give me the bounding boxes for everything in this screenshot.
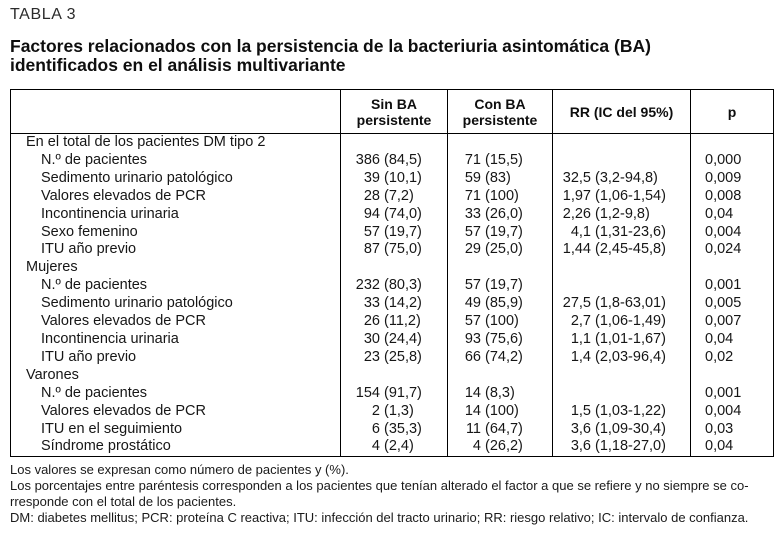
cell-p: 0,03	[705, 420, 734, 437]
cell-percent: (85,9)	[485, 295, 523, 312]
header-con-ba	[448, 90, 553, 134]
cell-number: 11	[465, 420, 481, 437]
cell-number: 33	[363, 295, 380, 312]
cell-number: 4,1	[570, 223, 591, 240]
row-label: ITU año previo	[11, 241, 341, 259]
header-con-ba-line2: persistente	[462, 111, 538, 128]
cell-rr	[553, 206, 691, 224]
cell-percent: (24,4)	[384, 330, 422, 347]
cell-percent: (75,0)	[384, 241, 422, 258]
cell-percent: (91,7)	[384, 384, 422, 401]
table-row	[11, 313, 774, 331]
cell-number: 93	[464, 330, 481, 347]
table-row	[11, 152, 774, 170]
cell-sin	[341, 295, 448, 313]
cell-percent: (1,09-30,4)	[595, 420, 666, 437]
cell-number: 59	[464, 169, 481, 186]
footnote-line: Los porcentajes entre paréntesis corresponden a los pacientes que tenían alterado el factor a que se refiere y no siempre se co-	[10, 478, 749, 494]
cell-number: 386	[355, 151, 380, 168]
cell-p: 0,04	[705, 438, 734, 455]
cell-percent: (11,2)	[384, 313, 421, 330]
header-row	[11, 90, 774, 134]
cell-p: 0,04	[705, 330, 734, 347]
row-label: Mujeres	[11, 259, 341, 277]
cell-number: 1,5	[570, 402, 591, 419]
cell-number: 94	[363, 205, 380, 222]
cell-sin	[341, 331, 448, 349]
cell-percent: (19,7)	[485, 277, 523, 294]
cell-percent: (2,4)	[384, 438, 414, 455]
cell-number: 4	[371, 438, 380, 455]
cell-number: 14	[464, 384, 481, 401]
cell-rr	[553, 259, 691, 277]
cell-percent: (74,2)	[485, 348, 523, 365]
table-header	[11, 90, 774, 134]
cell-con	[448, 241, 553, 259]
cell-p: 0,04	[705, 205, 734, 222]
cell-rr	[553, 331, 691, 349]
table-label: TABLA 3	[10, 6, 77, 23]
cell-rr	[553, 224, 691, 242]
table-row	[11, 224, 774, 242]
cell-number: 39	[363, 169, 380, 186]
cell-number: 27,5	[562, 295, 591, 312]
cell-sin	[341, 241, 448, 259]
cell-p: 0,001	[705, 277, 742, 294]
cell-con	[448, 170, 553, 188]
cell-p: 0,004	[705, 402, 742, 419]
cell-number: 4	[472, 438, 481, 455]
table-row	[11, 385, 774, 403]
row-label: Varones	[11, 367, 341, 385]
table-row	[11, 403, 774, 421]
cell-sin	[341, 188, 448, 206]
cell-con	[448, 313, 553, 331]
header-sin-ba-line2: persistente	[356, 111, 432, 128]
cell-percent: (1,06-1,54)	[595, 187, 666, 204]
cell-percent: (75,6)	[485, 330, 523, 347]
cell-con	[448, 224, 553, 242]
table-title-line: Factores relacionados con la persistencia de la bacteriuria asintomática (BA)	[10, 36, 651, 56]
cell-sin	[341, 403, 448, 421]
cell-number: 71	[464, 151, 481, 168]
footnote-line: DM: diabetes mellitus; PCR: proteína C reactiva; ITU: infección del tracto urinario; RR: riesgo relativo; IC: intervalo de confianza.	[10, 510, 749, 526]
cell-con	[448, 385, 553, 403]
cell-sin	[341, 421, 448, 439]
cell-rr	[553, 313, 691, 331]
cell-rr	[553, 349, 691, 367]
table-body	[11, 134, 774, 457]
cell-number: 87	[363, 241, 380, 258]
cell-percent: (1,31-23,6)	[595, 223, 666, 240]
cell-number: 14	[464, 402, 481, 419]
cell-number: 28	[363, 187, 380, 204]
cell-rr	[553, 241, 691, 259]
cell-con	[448, 403, 553, 421]
table-row	[11, 259, 774, 277]
cell-number: 1,4	[570, 348, 591, 365]
cell-p: 0,02	[705, 348, 734, 365]
cell-percent: (100)	[485, 187, 519, 204]
cell-percent: (26,0)	[485, 205, 523, 222]
cell-number: 6	[371, 420, 380, 437]
row-label: N.º de pacientes	[11, 277, 341, 295]
row-label: Valores elevados de PCR	[11, 188, 341, 206]
cell-p: 0,024	[705, 241, 742, 258]
cell-percent: (26,2)	[485, 438, 523, 455]
cell-con	[448, 277, 553, 295]
cell-rr	[553, 152, 691, 170]
cell-con	[448, 188, 553, 206]
cell-sin	[341, 385, 448, 403]
header-factor	[11, 90, 341, 134]
header-p: p	[691, 90, 774, 134]
cell-percent: (19,7)	[384, 223, 422, 240]
cell-p	[691, 259, 774, 277]
cell-sin	[341, 224, 448, 242]
header-sin-ba	[341, 90, 448, 134]
cell-number: 3,6	[570, 438, 591, 455]
row-label: Sexo femenino	[11, 224, 341, 242]
cell-sin	[341, 134, 448, 152]
cell-sin	[341, 313, 448, 331]
cell-percent: (80,3)	[384, 277, 422, 294]
cell-percent: (100)	[485, 402, 519, 419]
table-title	[10, 37, 773, 75]
cell-con	[448, 421, 553, 439]
cell-percent: (25,8)	[384, 348, 422, 365]
cell-p	[691, 367, 774, 385]
cell-percent: (35,3)	[384, 420, 422, 437]
table-row	[11, 295, 774, 313]
cell-sin	[341, 170, 448, 188]
cell-number: 66	[464, 348, 481, 365]
cell-sin	[341, 152, 448, 170]
row-label: Incontinencia urinaria	[11, 331, 341, 349]
row-label: Incontinencia urinaria	[11, 206, 341, 224]
cell-sin	[341, 349, 448, 367]
cell-percent: (1,03-1,22)	[595, 402, 666, 419]
cell-percent: (83)	[485, 169, 511, 186]
cell-con	[448, 331, 553, 349]
row-label: ITU año previo	[11, 349, 341, 367]
cell-number: 32,5	[562, 169, 591, 186]
row-label: N.º de pacientes	[11, 385, 341, 403]
table-row	[11, 331, 774, 349]
cell-p: 0,004	[705, 223, 742, 240]
row-label: Valores elevados de PCR	[11, 403, 341, 421]
table-row	[11, 277, 774, 295]
cell-number: 57	[464, 313, 481, 330]
cell-sin	[341, 277, 448, 295]
table-row	[11, 438, 774, 456]
cell-rr	[553, 170, 691, 188]
row-label: ITU en el seguimiento	[11, 421, 341, 439]
cell-rr	[553, 385, 691, 403]
cell-p: 0,001	[705, 384, 742, 401]
table-row	[11, 134, 774, 152]
cell-p: 0,008	[705, 187, 742, 204]
cell-con	[448, 295, 553, 313]
footnote-line: Los valores se expresan como número de pacientes y (%).	[10, 462, 349, 478]
table-row	[11, 421, 774, 439]
cell-percent: (1,06-1,49)	[595, 313, 666, 330]
results-table	[10, 89, 774, 457]
cell-rr	[553, 403, 691, 421]
cell-number: 2,7	[570, 313, 591, 330]
cell-con	[448, 134, 553, 152]
cell-rr	[553, 421, 691, 439]
cell-rr	[553, 295, 691, 313]
cell-number: 30	[363, 330, 380, 347]
header-sin-ba-line1: Sin BA	[371, 95, 417, 112]
cell-con	[448, 438, 553, 456]
cell-percent: (1,3)	[384, 402, 414, 419]
cell-sin	[341, 259, 448, 277]
row-label: Sedimento urinario patológico	[11, 295, 341, 313]
cell-percent: (100)	[485, 313, 519, 330]
cell-rr	[553, 188, 691, 206]
cell-percent: (3,2-94,8)	[595, 169, 658, 186]
cell-percent: (10,1)	[384, 169, 422, 186]
cell-percent: (74,0)	[384, 205, 422, 222]
header-rr: RR (IC del 95%)	[553, 90, 691, 134]
cell-p	[691, 134, 774, 152]
cell-percent: (25,0)	[485, 241, 523, 258]
table-row	[11, 241, 774, 259]
cell-number: 23	[363, 348, 380, 365]
table-title-line: identificados en el análisis multivariante	[10, 55, 346, 75]
table-row	[11, 188, 774, 206]
cell-rr	[553, 367, 691, 385]
cell-con	[448, 349, 553, 367]
table-row	[11, 349, 774, 367]
cell-percent: (19,7)	[485, 223, 523, 240]
cell-percent: (1,8-63,01)	[595, 295, 666, 312]
table-row	[11, 367, 774, 385]
cell-number: 29	[464, 241, 481, 258]
row-label: En el total de los pacientes DM tipo 2	[11, 134, 341, 152]
row-label: Valores elevados de PCR	[11, 313, 341, 331]
cell-rr	[553, 438, 691, 456]
cell-number: 26	[363, 313, 380, 330]
cell-number: 1,44	[562, 241, 591, 258]
cell-number: 57	[464, 223, 481, 240]
cell-number: 71	[464, 187, 481, 204]
cell-number: 2,26	[562, 205, 591, 222]
cell-sin	[341, 367, 448, 385]
cell-sin	[341, 438, 448, 456]
cell-percent: (2,45-45,8)	[595, 241, 666, 258]
cell-number: 2	[371, 402, 380, 419]
table-row	[11, 170, 774, 188]
cell-percent: (2,03-96,4)	[595, 348, 666, 365]
cell-number: 1,97	[562, 187, 591, 204]
cell-p: 0,000	[705, 151, 742, 168]
cell-number: 57	[464, 277, 481, 294]
cell-con	[448, 206, 553, 224]
cell-number: 232	[355, 277, 380, 294]
row-label: Sedimento urinario patológico	[11, 170, 341, 188]
footnote-line: rresponde con el total de los pacientes.	[10, 494, 237, 510]
cell-percent: (1,01-1,67)	[595, 330, 666, 347]
cell-p: 0,005	[705, 295, 742, 312]
cell-con	[448, 152, 553, 170]
cell-percent: (1,18-27,0)	[595, 438, 666, 455]
footnotes	[10, 462, 773, 526]
table-row	[11, 206, 774, 224]
cell-rr	[553, 277, 691, 295]
cell-con	[448, 259, 553, 277]
header-con-ba-line1: Con BA	[474, 95, 526, 112]
row-label: Síndrome prostático	[11, 438, 341, 456]
cell-number: 3,6	[570, 420, 591, 437]
cell-percent: (84,5)	[384, 151, 422, 168]
row-label: N.º de pacientes	[11, 152, 341, 170]
cell-percent: (8,3)	[485, 384, 515, 401]
cell-number: 154	[355, 384, 380, 401]
cell-number: 57	[363, 223, 380, 240]
cell-number: 49	[464, 295, 481, 312]
cell-percent: (15,5)	[485, 151, 523, 168]
cell-sin	[341, 206, 448, 224]
cell-percent: (1,2-9,8)	[595, 205, 650, 222]
cell-p: 0,009	[705, 169, 742, 186]
cell-con	[448, 367, 553, 385]
cell-percent: (7,2)	[384, 187, 414, 204]
cell-number: 1,1	[570, 330, 591, 347]
cell-percent: (14,2)	[384, 295, 422, 312]
cell-p: 0,007	[705, 313, 742, 330]
cell-number: 33	[464, 205, 481, 222]
cell-rr	[553, 134, 691, 152]
cell-percent: (64,7)	[485, 420, 523, 437]
